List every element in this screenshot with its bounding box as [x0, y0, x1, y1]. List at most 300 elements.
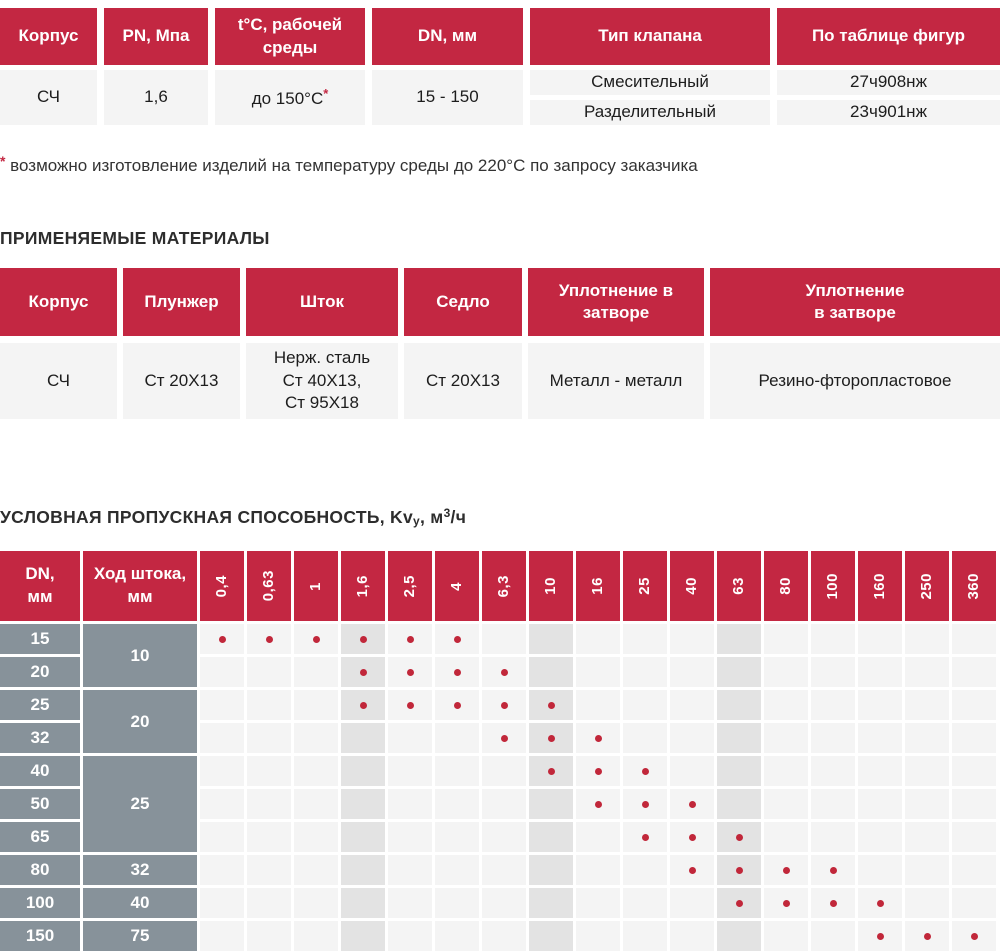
kv-dot — [736, 900, 743, 907]
kv-data-cell — [952, 690, 996, 720]
kv-table — [0, 551, 1000, 951]
kv-dot — [313, 636, 320, 643]
spec-header-temp: t°C, рабочей среды — [215, 8, 365, 65]
spec-header-valve-type: Тип клапана — [530, 8, 770, 65]
materials-header-line: затворе — [582, 303, 650, 322]
kv-data-cell — [764, 855, 808, 885]
kv-data-cell — [247, 624, 291, 654]
kv-data-cell — [858, 822, 902, 852]
kv-dot — [360, 669, 367, 676]
materials-header-cell — [404, 268, 522, 336]
kv-dn-cell: 15 — [0, 624, 80, 654]
kv-flow-column-header — [670, 551, 714, 621]
kv-dot — [595, 735, 602, 742]
spec-value-body: СЧ — [0, 70, 97, 125]
kv-data-cell — [435, 690, 479, 720]
kv-flow-column-label: 100 — [823, 572, 841, 600]
kv-data-cell — [623, 822, 667, 852]
kv-data-cell — [247, 822, 291, 852]
kv-data-cell — [811, 921, 855, 951]
valve-type-mixing: Смесительный — [530, 70, 770, 95]
kv-data-cell — [905, 657, 949, 687]
spec-header-dn: DN, мм — [372, 8, 523, 65]
kv-data-cell — [764, 921, 808, 951]
kv-dot — [360, 702, 367, 709]
kv-stroke-header-line: мм — [127, 587, 153, 606]
kv-data-cell — [717, 723, 761, 753]
spec-header-pn: PN, Мпа — [104, 8, 208, 65]
kv-dot — [642, 834, 649, 841]
kv-data-cell — [670, 723, 714, 753]
kv-data-cell — [435, 789, 479, 819]
kv-data-cell — [905, 888, 949, 918]
kv-dn-cell: 80 — [0, 855, 80, 885]
kv-dot — [407, 636, 414, 643]
kv-flow-column-label: 250 — [917, 572, 935, 600]
footnote-text: возможно изготовление изделий на температуру среды до 220°С по запросу заказчика — [5, 156, 698, 175]
kv-title — [0, 503, 1000, 531]
materials-header-line: Седло — [436, 291, 490, 311]
materials-value-cell — [123, 343, 240, 419]
kv-data-cell — [247, 888, 291, 918]
materials-title: ПРИМЕНЯЕМЫЕ МАТЕРИАЛЫ — [0, 228, 270, 248]
kv-data-cell — [670, 690, 714, 720]
kv-data-cell — [717, 822, 761, 852]
materials-header-line: Уплотнение в — [558, 280, 674, 300]
kv-data-cell — [341, 756, 385, 786]
kv-data-cell — [717, 624, 761, 654]
kv-dot — [407, 702, 414, 709]
kv-data-cell — [811, 690, 855, 720]
kv-data-cell — [576, 888, 620, 918]
temp-asterisk: * — [323, 85, 329, 101]
kv-data-cell — [341, 921, 385, 951]
kv-data-cell — [294, 789, 338, 819]
kv-data-cell — [247, 855, 291, 885]
temp-value-text: до 150°С — [251, 88, 324, 108]
kv-data-cell — [482, 690, 526, 720]
kv-data-cell — [905, 921, 949, 951]
kv-data-cell — [764, 888, 808, 918]
kv-data-cell — [623, 624, 667, 654]
kv-dot — [548, 768, 555, 775]
kv-flow-column-header — [576, 551, 620, 621]
kv-data-cell — [905, 690, 949, 720]
materials-header-line: Корпус — [28, 291, 89, 311]
materials-table — [0, 268, 1000, 419]
kv-flow-column-header — [294, 551, 338, 621]
kv-data-cell — [341, 624, 385, 654]
kv-flow-column-label: 25 — [635, 577, 653, 595]
kv-dot — [219, 636, 226, 643]
kv-flow-column-label: 63 — [729, 577, 747, 595]
kv-flow-column-label: 6,3 — [494, 574, 512, 598]
kv-dot — [924, 933, 931, 940]
kv-data-cell — [623, 756, 667, 786]
kv-data-cell — [576, 690, 620, 720]
kv-dn-header-line: мм — [27, 587, 53, 606]
kv-stroke-cell: 10 — [83, 624, 197, 687]
kv-dot — [454, 669, 461, 676]
kv-data-cell — [482, 888, 526, 918]
kv-data-cell — [341, 789, 385, 819]
kv-data-cell — [623, 888, 667, 918]
kv-flow-column-label: 4 — [447, 581, 465, 591]
kv-data-cell — [200, 657, 244, 687]
kv-data-cell — [905, 723, 949, 753]
kv-stroke-cell: 40 — [83, 888, 197, 918]
kv-dot — [830, 867, 837, 874]
kv-data-cell — [858, 723, 902, 753]
kv-data-cell — [200, 921, 244, 951]
kv-data-cell — [623, 855, 667, 885]
kv-data-cell — [717, 756, 761, 786]
kv-flow-column-header — [952, 551, 996, 621]
kv-data-cell — [858, 855, 902, 885]
kv-dot — [642, 768, 649, 775]
materials-value-cell — [710, 343, 1000, 419]
kv-data-cell — [858, 789, 902, 819]
kv-data-cell — [341, 822, 385, 852]
kv-data-cell — [905, 789, 949, 819]
kv-data-cell — [482, 624, 526, 654]
spec-header-body: Корпус — [0, 8, 97, 65]
kv-data-cell — [294, 855, 338, 885]
kv-data-cell — [670, 921, 714, 951]
kv-flow-column-header — [388, 551, 432, 621]
kv-dot — [454, 636, 461, 643]
kv-data-cell — [529, 756, 573, 786]
kv-dn-cell: 32 — [0, 723, 80, 753]
kv-flow-column-label: 360 — [964, 572, 982, 600]
kv-data-cell — [200, 690, 244, 720]
kv-data-cell — [529, 921, 573, 951]
kv-data-cell — [482, 756, 526, 786]
kv-data-cell — [576, 624, 620, 654]
kv-flow-column-header — [482, 551, 526, 621]
kv-title-mid: , м — [419, 507, 444, 527]
kv-data-cell — [294, 723, 338, 753]
kv-data-cell — [200, 723, 244, 753]
spec-value-temp — [215, 70, 365, 125]
kv-dot — [595, 801, 602, 808]
kv-data-cell — [623, 789, 667, 819]
kv-dot — [501, 669, 508, 676]
kv-dot — [360, 636, 367, 643]
kv-dot — [548, 702, 555, 709]
spec-value-dn: 15 - 150 — [372, 70, 523, 125]
kv-data-cell — [952, 855, 996, 885]
kv-stroke-header-line: Ход штока, — [93, 564, 187, 584]
kv-dot — [783, 867, 790, 874]
materials-header-cell — [123, 268, 240, 336]
kv-dn-cell: 50 — [0, 789, 80, 819]
kv-title-end: /ч — [450, 507, 467, 527]
kv-flow-column-header — [623, 551, 667, 621]
kv-dot — [689, 867, 696, 874]
kv-dot — [642, 801, 649, 808]
kv-data-cell — [811, 756, 855, 786]
kv-data-cell — [670, 855, 714, 885]
kv-data-cell — [435, 921, 479, 951]
materials-value-cell — [246, 343, 398, 419]
kv-data-cell — [811, 657, 855, 687]
kv-data-cell — [764, 822, 808, 852]
footnote-asterisk: * — [0, 153, 6, 169]
kv-data-cell — [294, 822, 338, 852]
kv-dot — [783, 900, 790, 907]
kv-data-cell — [764, 756, 808, 786]
kv-data-cell — [576, 756, 620, 786]
materials-value-line: Ст 20Х13 — [426, 370, 500, 390]
kv-flow-column-label: 40 — [682, 577, 700, 595]
materials-value-cell — [0, 343, 117, 419]
kv-data-cell — [670, 756, 714, 786]
kv-data-cell — [341, 657, 385, 687]
kv-flow-column-header — [858, 551, 902, 621]
kv-data-cell — [905, 822, 949, 852]
kv-dot — [689, 834, 696, 841]
materials-value-cell — [528, 343, 704, 419]
kv-data-cell — [717, 690, 761, 720]
kv-dot — [595, 768, 602, 775]
kv-data-cell — [529, 624, 573, 654]
kv-data-cell — [388, 657, 432, 687]
materials-value-line: Металл - металл — [549, 370, 683, 390]
kv-flow-column-header — [764, 551, 808, 621]
kv-stroke-header — [83, 551, 197, 621]
kv-data-cell — [858, 657, 902, 687]
kv-dot — [971, 933, 978, 940]
valve-specs-table — [0, 8, 1000, 125]
kv-data-cell — [482, 822, 526, 852]
kv-data-cell — [670, 888, 714, 918]
materials-header-line: Плунжер — [144, 291, 219, 311]
materials-value-line: Ст 95Х18 — [285, 393, 359, 413]
kv-flow-column-header — [341, 551, 385, 621]
kv-flow-column-label: 0,4 — [212, 574, 230, 598]
kv-title-superscript: 3 — [443, 506, 451, 520]
kv-data-cell — [764, 657, 808, 687]
kv-dn-cell: 65 — [0, 822, 80, 852]
kv-data-cell — [435, 756, 479, 786]
kv-data-cell — [858, 624, 902, 654]
kv-data-cell — [341, 888, 385, 918]
kv-data-cell — [623, 723, 667, 753]
kv-dot — [501, 702, 508, 709]
kv-flow-column-label: 0,63 — [259, 570, 277, 602]
kv-data-cell — [858, 690, 902, 720]
kv-data-cell — [200, 855, 244, 885]
kv-data-cell — [294, 921, 338, 951]
kv-data-cell — [811, 624, 855, 654]
kv-data-cell — [529, 690, 573, 720]
kv-flow-column-header — [200, 551, 244, 621]
kv-data-cell — [576, 789, 620, 819]
kv-data-cell — [435, 822, 479, 852]
kv-data-cell — [200, 822, 244, 852]
kv-data-cell — [576, 723, 620, 753]
kv-flow-column-header — [529, 551, 573, 621]
kv-flow-column-header — [905, 551, 949, 621]
materials-header-line: Шток — [299, 291, 345, 311]
valve-type-dividing: Разделительный — [530, 100, 770, 125]
kv-data-cell — [294, 657, 338, 687]
kv-data-cell — [388, 723, 432, 753]
kv-dot — [266, 636, 273, 643]
kv-data-cell — [623, 690, 667, 720]
kv-data-cell — [952, 657, 996, 687]
kv-data-cell — [670, 822, 714, 852]
materials-value-line: Резино-фторопластовое — [758, 370, 952, 390]
materials-value-cell — [404, 343, 522, 419]
materials-header-cell — [528, 268, 704, 336]
kv-data-cell — [482, 921, 526, 951]
kv-data-cell — [623, 657, 667, 687]
kv-data-cell — [388, 756, 432, 786]
kv-dot — [454, 702, 461, 709]
kv-data-cell — [764, 789, 808, 819]
kv-data-cell — [529, 723, 573, 753]
kv-dn-cell: 100 — [0, 888, 80, 918]
kv-flow-column-label: 1 — [306, 581, 324, 591]
kv-data-cell — [764, 690, 808, 720]
kv-data-cell — [388, 822, 432, 852]
kv-data-cell — [811, 789, 855, 819]
materials-header-line: Уплотнение — [805, 280, 905, 300]
kv-data-cell — [576, 921, 620, 951]
kv-data-cell — [294, 756, 338, 786]
kv-data-cell — [529, 789, 573, 819]
kv-data-cell — [247, 756, 291, 786]
kv-dn-cell: 20 — [0, 657, 80, 687]
kv-data-cell — [670, 789, 714, 819]
materials-value-line: СЧ — [46, 370, 71, 390]
kv-dot — [689, 801, 696, 808]
kv-flow-column-label: 16 — [588, 577, 606, 595]
kv-stroke-cell: 20 — [83, 690, 197, 753]
materials-value-line: Ст 40Х13, — [282, 370, 362, 390]
spec-header-figure-table: По таблице фигур — [777, 8, 1000, 65]
kv-title-main: УСЛОВНАЯ ПРОПУСКНАЯ СПОСОБНОСТЬ, Kv — [0, 507, 413, 527]
kv-data-cell — [482, 723, 526, 753]
temperature-footnote — [0, 151, 1000, 176]
kv-data-cell — [435, 888, 479, 918]
kv-data-cell — [200, 624, 244, 654]
kv-data-cell — [717, 888, 761, 918]
kv-dot — [877, 933, 884, 940]
materials-header-cell — [0, 268, 117, 336]
kv-data-cell — [435, 723, 479, 753]
kv-data-cell — [247, 789, 291, 819]
kv-data-cell — [576, 822, 620, 852]
kv-data-cell — [764, 624, 808, 654]
kv-data-cell — [717, 921, 761, 951]
kv-data-cell — [435, 657, 479, 687]
kv-data-cell — [388, 624, 432, 654]
kv-data-cell — [952, 723, 996, 753]
kv-dn-header-line: DN, — [25, 564, 55, 584]
materials-value-line: Нерж. сталь — [273, 347, 371, 367]
kv-data-cell — [482, 657, 526, 687]
kv-flow-column-label: 10 — [541, 577, 559, 595]
kv-flow-column-header — [717, 551, 761, 621]
kv-dot — [407, 669, 414, 676]
kv-data-cell — [670, 624, 714, 654]
kv-data-cell — [388, 855, 432, 885]
figure-code-mixing: 27ч908нж — [777, 70, 1000, 95]
kv-data-cell — [388, 789, 432, 819]
kv-data-cell — [952, 822, 996, 852]
kv-stroke-cell: 75 — [83, 921, 197, 951]
kv-data-cell — [482, 855, 526, 885]
kv-data-cell — [717, 657, 761, 687]
materials-header-cell — [710, 268, 1000, 336]
kv-data-cell — [247, 921, 291, 951]
kv-data-cell — [717, 855, 761, 885]
kv-data-cell — [247, 723, 291, 753]
kv-data-cell — [200, 888, 244, 918]
kv-data-cell — [811, 723, 855, 753]
kv-data-cell — [341, 723, 385, 753]
kv-data-cell — [576, 657, 620, 687]
kv-flow-column-header — [247, 551, 291, 621]
kv-data-cell — [858, 756, 902, 786]
kv-data-cell — [905, 756, 949, 786]
kv-data-cell — [294, 690, 338, 720]
kv-data-cell — [670, 657, 714, 687]
kv-data-cell — [341, 855, 385, 885]
materials-header-cell — [246, 268, 398, 336]
kv-flow-column-label: 80 — [776, 577, 794, 595]
kv-data-cell — [952, 888, 996, 918]
kv-data-cell — [717, 789, 761, 819]
kv-data-cell — [952, 624, 996, 654]
kv-dot — [830, 900, 837, 907]
kv-data-cell — [952, 921, 996, 951]
kv-flow-column-header — [435, 551, 479, 621]
kv-flow-column-label: 1,6 — [353, 574, 371, 598]
kv-data-cell — [764, 723, 808, 753]
kv-data-cell — [811, 855, 855, 885]
kv-data-cell — [529, 657, 573, 687]
kv-stroke-cell: 32 — [83, 855, 197, 885]
kv-dn-cell: 25 — [0, 690, 80, 720]
materials-value-line: Ст 20Х13 — [144, 370, 219, 390]
kv-data-cell — [952, 756, 996, 786]
kv-data-cell — [200, 756, 244, 786]
kv-data-cell — [294, 624, 338, 654]
kv-data-cell — [529, 888, 573, 918]
figure-code-dividing: 23ч901нж — [777, 100, 1000, 125]
spec-value-pn: 1,6 — [104, 70, 208, 125]
kv-data-cell — [905, 855, 949, 885]
kv-data-cell — [435, 624, 479, 654]
kv-data-cell — [341, 690, 385, 720]
kv-stroke-cell: 25 — [83, 756, 197, 852]
kv-data-cell — [811, 822, 855, 852]
kv-dot — [548, 735, 555, 742]
kv-data-cell — [811, 888, 855, 918]
kv-dot — [501, 735, 508, 742]
kv-data-cell — [247, 657, 291, 687]
kv-data-cell — [529, 855, 573, 885]
kv-flow-column-header — [811, 551, 855, 621]
kv-dot — [877, 900, 884, 907]
kv-flow-column-label: 2,5 — [400, 574, 418, 598]
kv-dn-header — [0, 551, 80, 621]
kv-dn-cell: 150 — [0, 921, 80, 951]
